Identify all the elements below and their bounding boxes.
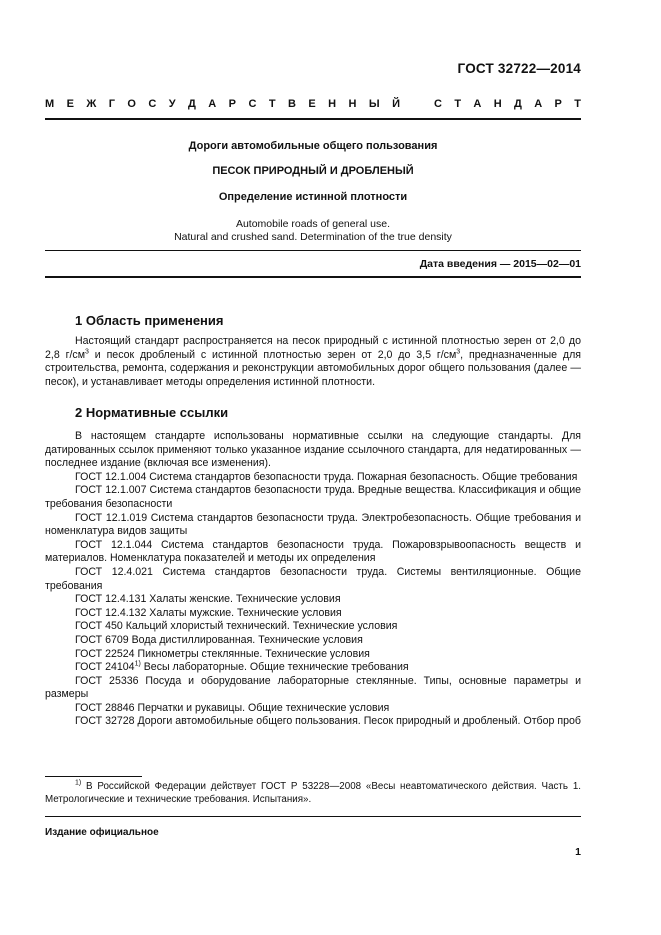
reference-item: ГОСТ 450 Кальций хлористый технический. Технические условия — [75, 620, 398, 633]
text-span: Весы лабораторные. Общие технические требования — [140, 661, 409, 674]
title-ru-line1: Дороги автомобильные общего пользования — [188, 140, 438, 152]
reference-item: ГОСТ 25336 Посуда и оборудование лабораторные стеклянные. Типы, основные параметры и размеры — [45, 674, 581, 701]
banner-letter: Р — [554, 98, 562, 110]
banner-letter: Т — [574, 98, 581, 110]
banner-letter: Н — [493, 98, 502, 110]
footnote-text: В Российской Федерации действует ГОСТ Р 53228—2008 «Весы неавтоматического действия. Часть 1. Метрологические и технические требования. Испытания». — [45, 781, 581, 805]
introduction-date: Дата введения — 2015—02—01 — [419, 258, 581, 270]
banner-letter: С — [434, 98, 442, 110]
standard-code: ГОСТ 32722—2014 — [457, 61, 581, 76]
banner-letter: В — [287, 98, 296, 110]
section-2-title: 2 Нормативные ссылки — [75, 405, 229, 420]
footnote-marker: 1) — [75, 779, 82, 787]
edition-label: Издание официальное — [45, 827, 159, 838]
banner-word-interstate — [45, 98, 400, 110]
section-2-intro: В настоящем стандарте использованы нормативные ссылки на следующие стандарты. Для датированных ссылок применяют только указанное издание ссылочного стандарта, для недатированных — последнее издание (включая все изменения). — [45, 430, 581, 470]
banner-letter: М — [45, 98, 55, 110]
banner-letter: А — [208, 98, 217, 110]
footnote-marker: 1) — [134, 660, 141, 668]
banner-letter: С — [148, 98, 157, 110]
text-span: , предназначенные для строительства, ремонта, содержания и реконструкции автомобильных дорог общего пользования (далее — песок), и устанавливает методы определения истинной плотности. — [45, 348, 581, 388]
banner-letter: А — [473, 98, 482, 110]
superscript: 3 — [456, 348, 461, 356]
banner-letter: Т — [454, 98, 462, 110]
section-1-title: 1 Область применения — [75, 313, 224, 328]
banner-letter: Р — [228, 98, 237, 110]
reference-item-scales — [45, 661, 581, 675]
banner-letter: Д — [188, 98, 196, 110]
text-span: и песок дробленый с истинной плотностью зерен от 2,0 до 3,5 г/см — [88, 348, 457, 361]
banner-letter: С — [248, 98, 257, 110]
banner-letter: Д — [514, 98, 522, 110]
banner-letter: Й — [392, 98, 400, 110]
banner-letter: Ж — [86, 98, 97, 110]
edition-rule — [45, 816, 581, 817]
banner-letter: Е — [308, 98, 316, 110]
reference-item: ГОСТ 12.4.132 Халаты мужские. Технические условия — [75, 606, 342, 619]
intro-rule-bottom — [45, 276, 581, 278]
text-span: ГОСТ 24104 — [75, 661, 135, 674]
footnote-rule — [45, 776, 142, 777]
reference-item: ГОСТ 12.1.007 Система стандартов безопасности труда. Вредные вещества. Классификация и общие требования безопасности — [45, 484, 581, 510]
reference-item: ГОСТ 12.1.004 Система стандартов безопасности труда. Пожарная безопасность. Общие требования — [75, 470, 578, 483]
references-list-continued — [45, 675, 581, 729]
references-list — [45, 471, 581, 661]
title-en-line2: Natural and crushed sand. Determination of the true density — [174, 231, 452, 243]
banner-letter: У — [168, 98, 176, 110]
footnote — [45, 780, 581, 806]
title-ru-line3: Определение истинной плотности — [218, 191, 408, 203]
banner-letter: О — [127, 98, 136, 110]
standard-banner — [45, 98, 581, 110]
page-number: 1 — [575, 846, 581, 858]
banner-letter: Ы — [368, 98, 380, 110]
section-1-body — [45, 335, 581, 389]
reference-item: ГОСТ 12.1.044 Система стандартов безопасности труда. Пожаровзрывоопасность веществ и материалов. Номенклатура показателей и методы их определения — [45, 538, 581, 565]
reference-item: ГОСТ 22524 Пикнометры стеклянные. Технические условия — [75, 647, 370, 660]
banner-letter: Н — [348, 98, 357, 110]
intro-rule-top — [45, 250, 581, 251]
reference-item: ГОСТ 12.4.131 Халаты женские. Технические условия — [75, 593, 341, 606]
superscript: 3 — [85, 348, 89, 356]
title-en-line1: Automobile roads of general use. — [235, 218, 391, 230]
reference-item: ГОСТ 12.1.019 Система стандартов безопасности труда. Электробезопасность. Общие требования и номенклатура видов защиты — [45, 511, 581, 538]
banner-letter: Н — [328, 98, 337, 110]
reference-item: ГОСТ 28846 Перчатки и рукавицы. Общие технические условия — [75, 701, 390, 714]
banner-letter: Е — [66, 98, 74, 110]
banner-word-standard — [434, 98, 581, 110]
reference-item: ГОСТ 32728 Дороги автомобильные общего пользования. Песок природный и дробленый. Отбор проб — [75, 715, 581, 728]
banner-letter: А — [534, 98, 543, 110]
banner-rule — [45, 118, 581, 120]
banner-letter: Г — [108, 98, 115, 110]
text-span: Настоящий стандарт распространяется на песок природный с истинной плотностью зерен от 2,0 до 2,8 г/см — [45, 335, 581, 361]
section-2-body — [45, 430, 581, 729]
banner-letter: Т — [268, 98, 276, 110]
section-1-paragraph — [45, 335, 581, 389]
reference-item: ГОСТ 12.4.021 Система стандартов безопасности труда. Системы вентиляционные. Общие требования — [45, 565, 581, 592]
title-ru-line2: ПЕСОК ПРИРОДНЫЙ И ДРОБЛЕНЫЙ — [212, 165, 414, 177]
reference-item: ГОСТ 6709 Вода дистиллированная. Технические условия — [75, 633, 363, 646]
